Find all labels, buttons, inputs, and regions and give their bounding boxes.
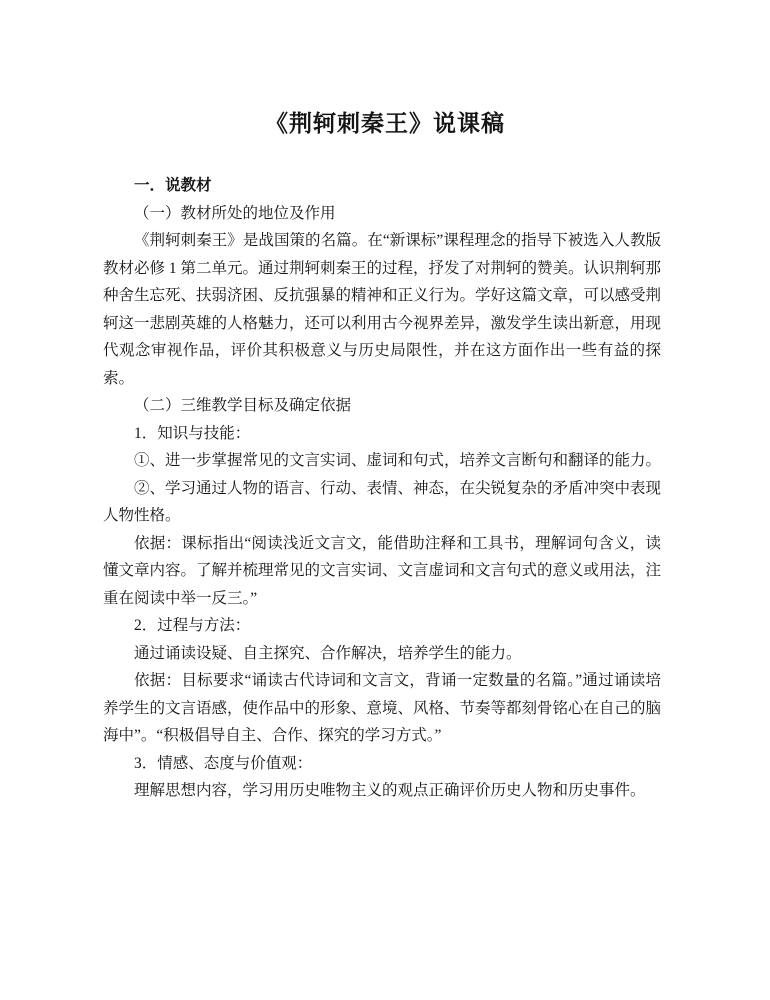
paragraph-material-status-role-body: 《荆轲刺秦王》是战国策的名篇。在“新课标”课程理念的指导下被选入人教版教材必修 1 第二单元。通过荆轲刺秦王的过程，抒发了对荆轲的赞美。认识荆轲那种舍生忘死、扶弱济困、反抗强暴的精神和正义行为。学好这篇文章，可以感受荆轲这一悲剧英雄的人格魅力，还可以利用古今视界差异，激发学生读出新意，用现代观念审视作品，评价其积极意义与历史局限性，并在这方面作出一些有益的探索。 — [103, 232, 662, 387]
heading-knowledge-and-skills: 1．知识与技能： — [134, 424, 251, 442]
paragraph-process-method-body: 通过诵读设疑、自主探究、合作解决，培养学生的能力。 — [134, 644, 522, 662]
paragraph-basis-curriculum-standard: 依据：课标指出“阅读浅近文言文，能借助注释和工具书，理解词句含义，读懂文章内容。了解并梳理常见的文言实词、文言虚词和文言句式的意义或用法，注重在阅读中举一反三。” — [103, 534, 662, 607]
subheading-material-status-role: （一）教材所处的地位及作用 — [134, 204, 336, 222]
paragraph-goal-1: ①、进一步掌握常见的文言实词、虚词和句式，培养文言断句和翻译的能力。 — [134, 452, 662, 469]
heading-emotion-attitude-values: 3．情感、态度与价值观： — [134, 754, 313, 772]
document-title: 《荆轲刺秦王》说课稿 — [265, 111, 505, 136]
document-body — [103, 172, 661, 805]
paragraph-basis-goal-requirement: 依据：目标要求“诵读古代诗词和文言文，背诵一定数量的名篇。”通过诵读培养学生的文言语感，使作品中的形象、意境、风格、节奏等都刻骨铭心在自己的脑海中”。“积极倡导自主、合作、探究的学习方式。” — [103, 672, 662, 744]
section-heading-teaching-material: 一．说教材 — [134, 177, 212, 194]
paragraph-goal-2: ②、学习通过人物的语言、行动、表情、神态，在尖锐复杂的矛盾冲突中表现人物性格。 — [103, 479, 662, 524]
paragraph-values-body: 理解思想内容，学习用历史唯物主义的观点正确评价历史人物和历史事件。 — [134, 782, 646, 799]
heading-process-and-method: 2．过程与方法： — [134, 617, 251, 634]
subheading-three-dimensional-goals: （二）三维教学目标及确定依据 — [134, 397, 352, 414]
